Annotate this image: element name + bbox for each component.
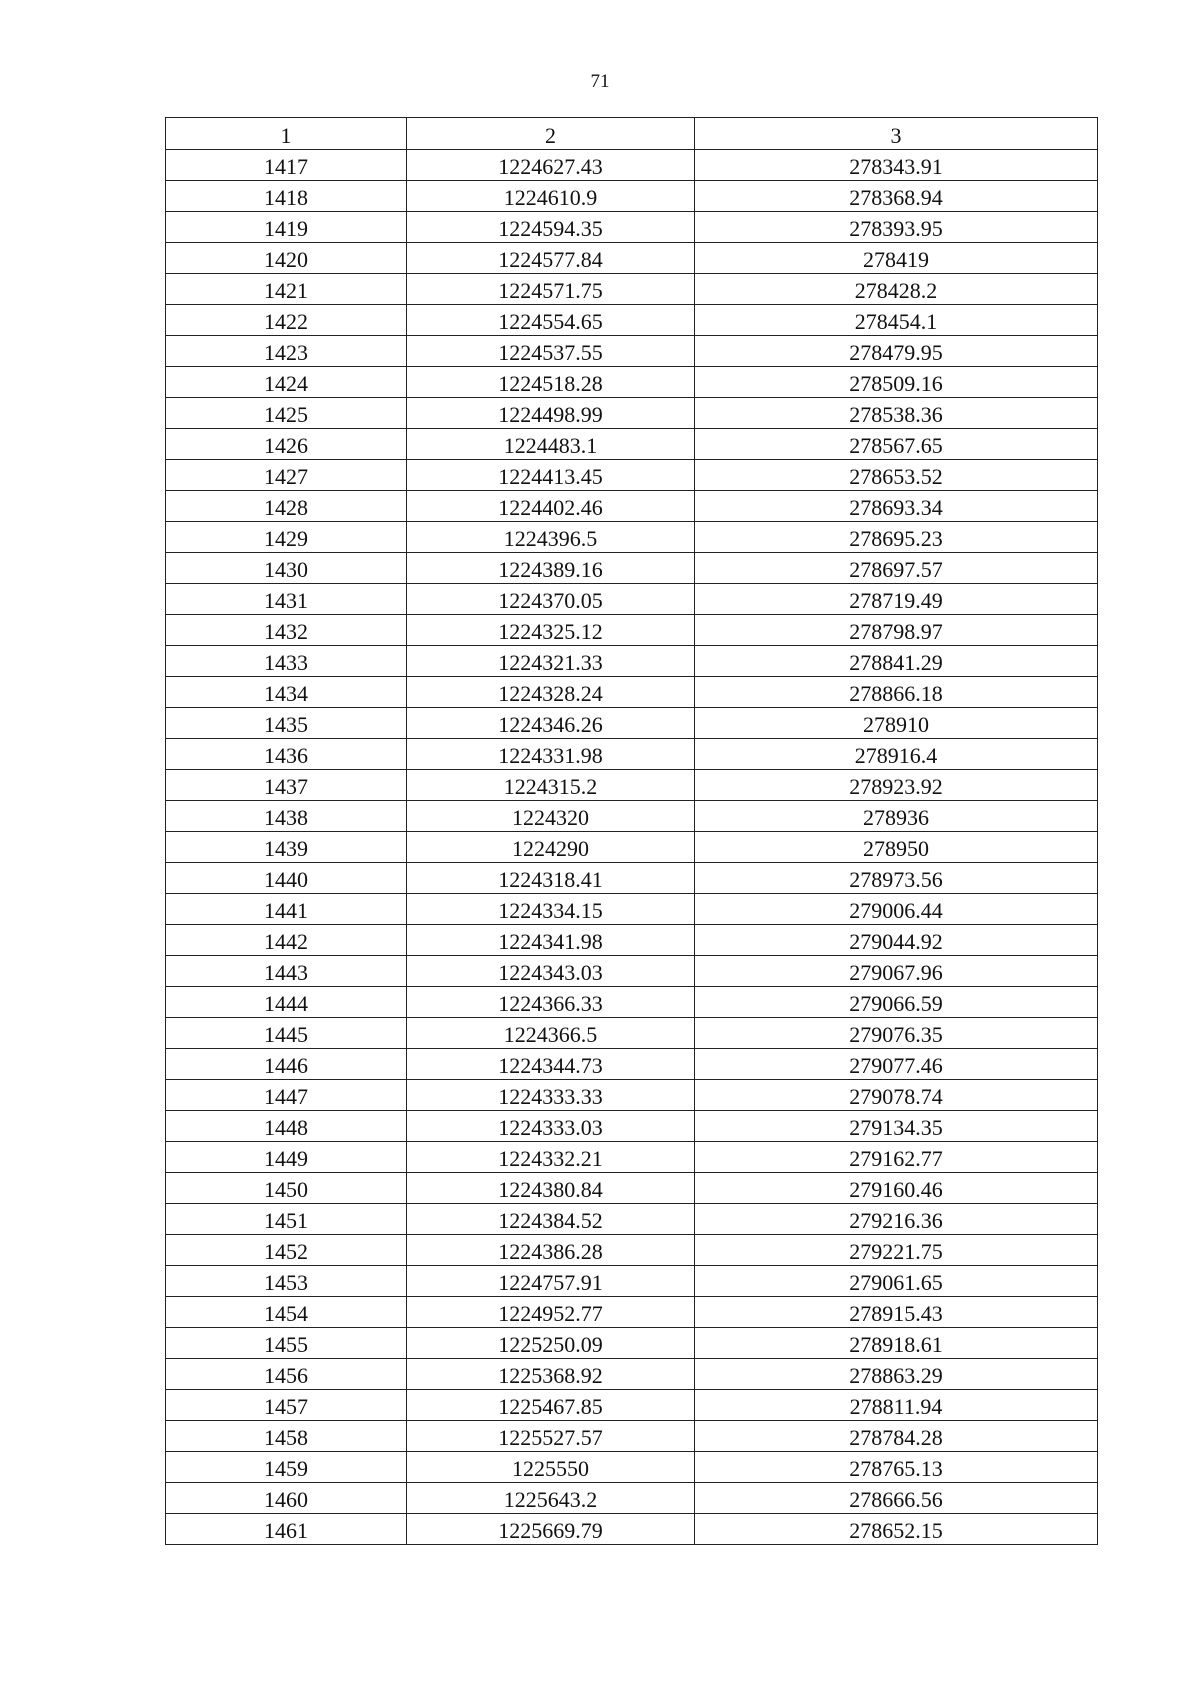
column-header: 1 [166, 118, 407, 150]
point-number-cell: 1455 [166, 1328, 407, 1359]
point-number-cell: 1435 [166, 708, 407, 739]
point-number-cell: 1438 [166, 801, 407, 832]
y-coordinate-cell: 278918.61 [695, 1328, 1098, 1359]
y-coordinate-cell: 278923.92 [695, 770, 1098, 801]
point-number-cell: 1426 [166, 429, 407, 460]
point-number-cell: 1421 [166, 274, 407, 305]
x-coordinate-cell: 1224537.55 [407, 336, 695, 367]
x-coordinate-cell: 1224396.5 [407, 522, 695, 553]
y-coordinate-cell: 279216.36 [695, 1204, 1098, 1235]
y-coordinate-cell: 278973.56 [695, 863, 1098, 894]
table-row [166, 956, 1098, 987]
y-coordinate-cell: 279077.46 [695, 1049, 1098, 1080]
y-coordinate-cell: 278567.65 [695, 429, 1098, 460]
y-coordinate-cell: 278666.56 [695, 1483, 1098, 1514]
x-coordinate-cell: 1224341.98 [407, 925, 695, 956]
table-header-row [166, 118, 1098, 150]
y-coordinate-cell: 279078.74 [695, 1080, 1098, 1111]
point-number-cell: 1437 [166, 770, 407, 801]
point-number-cell: 1439 [166, 832, 407, 863]
table-row [166, 522, 1098, 553]
table-row [166, 212, 1098, 243]
x-coordinate-cell: 1224344.73 [407, 1049, 695, 1080]
point-number-cell: 1417 [166, 150, 407, 181]
table-row [166, 1266, 1098, 1297]
x-coordinate-cell: 1225368.92 [407, 1359, 695, 1390]
point-number-cell: 1436 [166, 739, 407, 770]
table-row [166, 336, 1098, 367]
table-row [166, 646, 1098, 677]
x-coordinate-cell: 1224366.5 [407, 1018, 695, 1049]
y-coordinate-cell: 279066.59 [695, 987, 1098, 1018]
y-coordinate-cell: 278343.91 [695, 150, 1098, 181]
y-coordinate-cell: 278719.49 [695, 584, 1098, 615]
y-coordinate-cell: 278841.29 [695, 646, 1098, 677]
y-coordinate-cell: 279061.65 [695, 1266, 1098, 1297]
x-coordinate-cell: 1224332.21 [407, 1142, 695, 1173]
page-number: 71 [590, 71, 610, 92]
y-coordinate-cell: 278652.15 [695, 1514, 1098, 1545]
table-row [166, 1235, 1098, 1266]
x-coordinate-cell: 1224498.99 [407, 398, 695, 429]
y-coordinate-cell: 278811.94 [695, 1390, 1098, 1421]
y-coordinate-cell: 278393.95 [695, 212, 1098, 243]
point-number-cell: 1444 [166, 987, 407, 1018]
y-coordinate-cell: 279162.77 [695, 1142, 1098, 1173]
point-number-cell: 1446 [166, 1049, 407, 1080]
point-number-cell: 1433 [166, 646, 407, 677]
y-coordinate-cell: 278866.18 [695, 677, 1098, 708]
y-coordinate-cell: 279006.44 [695, 894, 1098, 925]
point-number-cell: 1443 [166, 956, 407, 987]
y-coordinate-cell: 278419 [695, 243, 1098, 274]
table-row [166, 894, 1098, 925]
x-coordinate-cell: 1224331.98 [407, 739, 695, 770]
table-row [166, 770, 1098, 801]
y-coordinate-cell: 279067.96 [695, 956, 1098, 987]
x-coordinate-cell: 1224577.84 [407, 243, 695, 274]
point-number-cell: 1419 [166, 212, 407, 243]
x-coordinate-cell: 1225467.85 [407, 1390, 695, 1421]
y-coordinate-cell: 279160.46 [695, 1173, 1098, 1204]
y-coordinate-cell: 278479.95 [695, 336, 1098, 367]
point-number-cell: 1461 [166, 1514, 407, 1545]
x-coordinate-cell: 1224290 [407, 832, 695, 863]
table-row [166, 1359, 1098, 1390]
x-coordinate-cell: 1224325.12 [407, 615, 695, 646]
x-coordinate-cell: 1225643.2 [407, 1483, 695, 1514]
x-coordinate-cell: 1224402.46 [407, 491, 695, 522]
table-row [166, 181, 1098, 212]
x-coordinate-cell: 1224518.28 [407, 367, 695, 398]
table-row [166, 801, 1098, 832]
point-number-cell: 1429 [166, 522, 407, 553]
x-coordinate-cell: 1224413.45 [407, 460, 695, 491]
y-coordinate-cell: 278368.94 [695, 181, 1098, 212]
x-coordinate-cell: 1224333.03 [407, 1111, 695, 1142]
y-coordinate-cell: 278784.28 [695, 1421, 1098, 1452]
x-coordinate-cell: 1224952.77 [407, 1297, 695, 1328]
x-coordinate-cell: 1224366.33 [407, 987, 695, 1018]
y-coordinate-cell: 278693.34 [695, 491, 1098, 522]
point-number-cell: 1459 [166, 1452, 407, 1483]
x-coordinate-cell: 1224571.75 [407, 274, 695, 305]
x-coordinate-cell: 1224554.65 [407, 305, 695, 336]
point-number-cell: 1434 [166, 677, 407, 708]
point-number-cell: 1450 [166, 1173, 407, 1204]
column-header: 2 [407, 118, 695, 150]
point-number-cell: 1423 [166, 336, 407, 367]
table-row [166, 1421, 1098, 1452]
x-coordinate-cell: 1224328.24 [407, 677, 695, 708]
point-number-cell: 1441 [166, 894, 407, 925]
point-number-cell: 1449 [166, 1142, 407, 1173]
y-coordinate-cell: 278653.52 [695, 460, 1098, 491]
point-number-cell: 1425 [166, 398, 407, 429]
table-row [166, 1142, 1098, 1173]
table-row [166, 1483, 1098, 1514]
table-row [166, 987, 1098, 1018]
table-row [166, 367, 1098, 398]
x-coordinate-cell: 1224380.84 [407, 1173, 695, 1204]
table-row [166, 460, 1098, 491]
table-row [166, 305, 1098, 336]
table-row [166, 1080, 1098, 1111]
y-coordinate-cell: 279221.75 [695, 1235, 1098, 1266]
x-coordinate-cell: 1225527.57 [407, 1421, 695, 1452]
table-row [166, 1390, 1098, 1421]
x-coordinate-cell: 1224386.28 [407, 1235, 695, 1266]
table-row [166, 243, 1098, 274]
y-coordinate-cell: 278936 [695, 801, 1098, 832]
point-number-cell: 1432 [166, 615, 407, 646]
point-number-cell: 1460 [166, 1483, 407, 1514]
table-row [166, 708, 1098, 739]
x-coordinate-cell: 1224483.1 [407, 429, 695, 460]
table-row [166, 491, 1098, 522]
y-coordinate-cell: 278950 [695, 832, 1098, 863]
point-number-cell: 1427 [166, 460, 407, 491]
point-number-cell: 1428 [166, 491, 407, 522]
y-coordinate-cell: 278798.97 [695, 615, 1098, 646]
x-coordinate-cell: 1225669.79 [407, 1514, 695, 1545]
table-row [166, 429, 1098, 460]
y-coordinate-cell: 278863.29 [695, 1359, 1098, 1390]
table-row [166, 274, 1098, 305]
y-coordinate-cell: 279044.92 [695, 925, 1098, 956]
table-row [166, 584, 1098, 615]
table-row [166, 1297, 1098, 1328]
table-row [166, 150, 1098, 181]
x-coordinate-cell: 1224627.43 [407, 150, 695, 181]
y-coordinate-cell: 278910 [695, 708, 1098, 739]
coordinates-table [165, 117, 1098, 1545]
x-coordinate-cell: 1224610.9 [407, 181, 695, 212]
table-row [166, 1111, 1098, 1142]
point-number-cell: 1458 [166, 1421, 407, 1452]
table-row [166, 1018, 1098, 1049]
x-coordinate-cell: 1224346.26 [407, 708, 695, 739]
point-number-cell: 1424 [166, 367, 407, 398]
y-coordinate-cell: 278915.43 [695, 1297, 1098, 1328]
table-row [166, 832, 1098, 863]
point-number-cell: 1457 [166, 1390, 407, 1421]
x-coordinate-cell: 1224320 [407, 801, 695, 832]
table-row [166, 677, 1098, 708]
x-coordinate-cell: 1224321.33 [407, 646, 695, 677]
point-number-cell: 1430 [166, 553, 407, 584]
point-number-cell: 1453 [166, 1266, 407, 1297]
point-number-cell: 1440 [166, 863, 407, 894]
y-coordinate-cell: 278454.1 [695, 305, 1098, 336]
table-row [166, 615, 1098, 646]
x-coordinate-cell: 1224318.41 [407, 863, 695, 894]
y-coordinate-cell: 278916.4 [695, 739, 1098, 770]
y-coordinate-cell: 278428.2 [695, 274, 1098, 305]
y-coordinate-cell: 278695.23 [695, 522, 1098, 553]
table-row [166, 1452, 1098, 1483]
column-header: 3 [695, 118, 1098, 150]
point-number-cell: 1451 [166, 1204, 407, 1235]
x-coordinate-cell: 1224594.35 [407, 212, 695, 243]
point-number-cell: 1454 [166, 1297, 407, 1328]
x-coordinate-cell: 1224343.03 [407, 956, 695, 987]
table-row [166, 925, 1098, 956]
y-coordinate-cell: 278765.13 [695, 1452, 1098, 1483]
point-number-cell: 1442 [166, 925, 407, 956]
x-coordinate-cell: 1224389.16 [407, 553, 695, 584]
y-coordinate-cell: 278509.16 [695, 367, 1098, 398]
table-row [166, 739, 1098, 770]
point-number-cell: 1431 [166, 584, 407, 615]
table-row [166, 863, 1098, 894]
table-row [166, 553, 1098, 584]
table-row [166, 1204, 1098, 1235]
table-row [166, 1049, 1098, 1080]
point-number-cell: 1445 [166, 1018, 407, 1049]
y-coordinate-cell: 279076.35 [695, 1018, 1098, 1049]
x-coordinate-cell: 1224384.52 [407, 1204, 695, 1235]
x-coordinate-cell: 1224370.05 [407, 584, 695, 615]
y-coordinate-cell: 279134.35 [695, 1111, 1098, 1142]
point-number-cell: 1447 [166, 1080, 407, 1111]
point-number-cell: 1456 [166, 1359, 407, 1390]
point-number-cell: 1422 [166, 305, 407, 336]
x-coordinate-cell: 1224315.2 [407, 770, 695, 801]
table-row [166, 398, 1098, 429]
y-coordinate-cell: 278697.57 [695, 553, 1098, 584]
point-number-cell: 1448 [166, 1111, 407, 1142]
x-coordinate-cell: 1224757.91 [407, 1266, 695, 1297]
table-row [166, 1173, 1098, 1204]
point-number-cell: 1452 [166, 1235, 407, 1266]
x-coordinate-cell: 1224333.33 [407, 1080, 695, 1111]
table-row [166, 1514, 1098, 1545]
y-coordinate-cell: 278538.36 [695, 398, 1098, 429]
table-row [166, 1328, 1098, 1359]
point-number-cell: 1420 [166, 243, 407, 274]
point-number-cell: 1418 [166, 181, 407, 212]
x-coordinate-cell: 1225550 [407, 1452, 695, 1483]
x-coordinate-cell: 1224334.15 [407, 894, 695, 925]
x-coordinate-cell: 1225250.09 [407, 1328, 695, 1359]
